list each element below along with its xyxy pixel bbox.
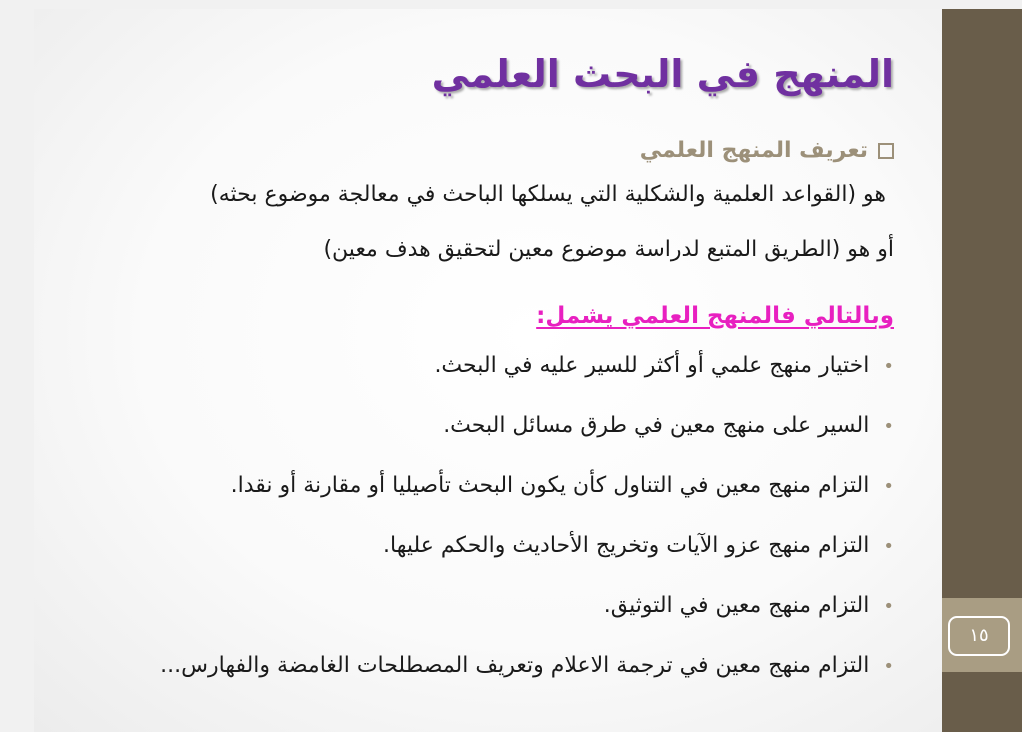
bullet-text: التزام منهج معين في التوثيق. [603, 593, 870, 618]
bullet-text: التزام منهج معين في التناول كأن يكون البحث تأصيليا أو مقارنة أو نقدا. [230, 473, 870, 498]
checkbox-square-icon [878, 143, 894, 159]
bullet-dot-icon: • [883, 476, 894, 497]
bullet-dot-icon: • [883, 596, 894, 617]
list-item [160, 590, 894, 650]
definition-subheading [640, 138, 894, 163]
definition-line-2: أو هو (الطريق المتبع لدراسة موضوع معين لتحقيق هدف معين) [323, 237, 894, 262]
bullet-text: السير على منهج معين في طرق مسائل البحث. [443, 413, 870, 438]
list-item [160, 410, 894, 470]
list-item [160, 530, 894, 590]
bullet-dot-icon: • [883, 536, 894, 557]
bullet-text: التزام منهج معين في ترجمة الاعلام وتعريف المصطلحات الغامضة والفهارس... [160, 653, 870, 678]
bullet-list [160, 350, 894, 710]
definition-line-1: هو (القواعد العلمية والشكلية التي يسلكها الباحث في معالجة موضوع بحثه) [210, 182, 886, 207]
therefore-heading: وبالتالي فالمنهج العلمي يشمل: [536, 303, 894, 329]
page-number: ١٥ [948, 616, 1010, 656]
list-item [160, 350, 894, 410]
bullet-dot-icon: • [883, 416, 894, 437]
subheading-text: تعريف المنهج العلمي [639, 138, 868, 163]
bullet-text: التزام منهج عزو الآيات وتخريج الأحاديث والحكم عليها. [383, 533, 870, 558]
bullet-dot-icon: • [883, 356, 894, 377]
list-item [160, 650, 894, 710]
list-item [160, 470, 894, 530]
bullet-text: اختيار منهج علمي أو أكثر للسير عليه في البحث. [434, 353, 870, 378]
bullet-dot-icon: • [883, 656, 894, 677]
slide-title: المنهج في البحث العلمي [431, 52, 894, 96]
